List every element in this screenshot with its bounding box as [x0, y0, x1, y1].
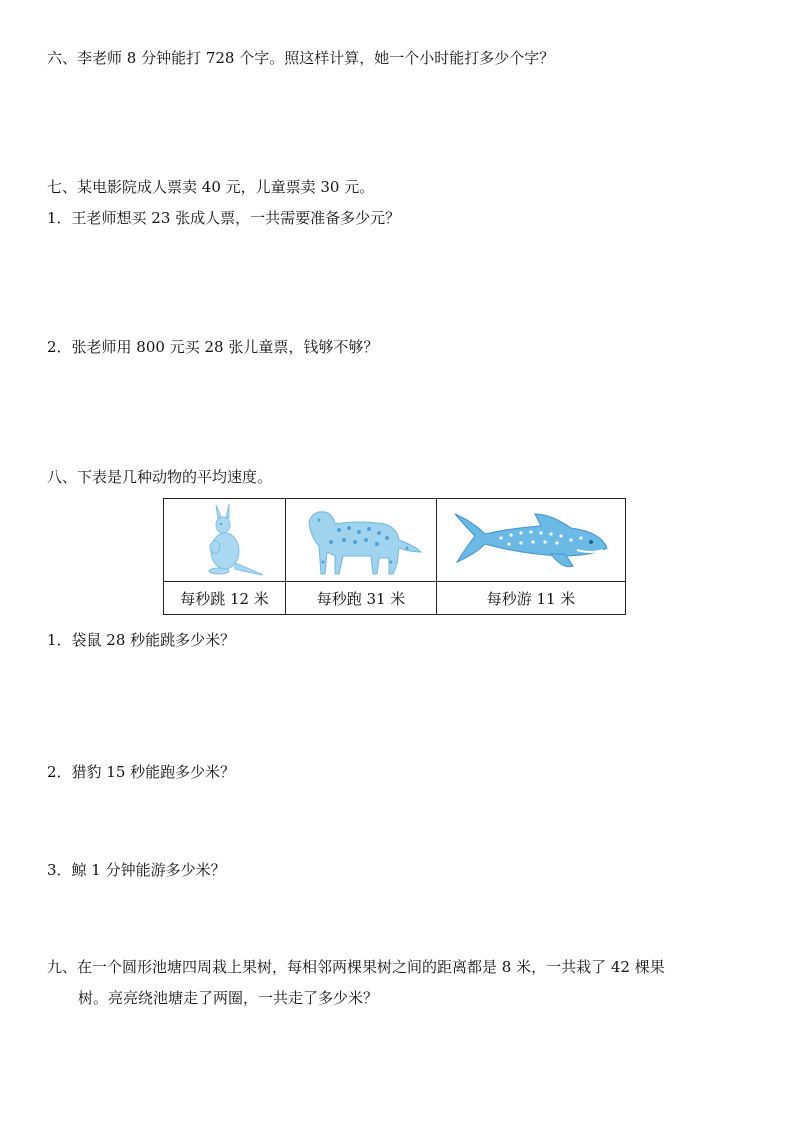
question-8-intro: 八、下表是几种动物的平均速度。: [47, 468, 273, 486]
question-8-sub-2: 2．猎豹 15 秒能跑多少米？: [47, 763, 236, 781]
kangaroo-image: [185, 501, 265, 579]
animal-speed-table: [163, 498, 626, 615]
kangaroo-speed: 每秒跳 12 米: [164, 582, 286, 615]
question-7-intro: 七、某电影院成人票卖 40 元，儿童票卖 30 元。: [47, 178, 375, 196]
leopard-cell: [286, 499, 437, 582]
question-9-line-2: 树。亮亮绕池塘走了两圈，一共走了多少米？: [78, 989, 379, 1007]
question-8-sub-3: 3．鲸 1 分钟能游多少米？: [47, 861, 226, 879]
question-8-sub-1: 1．袋鼠 28 秒能跳多少米？: [47, 631, 236, 649]
kangaroo-cell: [164, 499, 286, 582]
leopard-speed: 每秒跑 31 米: [286, 582, 437, 615]
question-9-line-1: 九、在一个圆形池塘四周栽上果树，每相邻两棵果树之间的距离都是 8 米，一共栽了 42 棵果: [47, 958, 665, 976]
question-6: 六、李老师 8 分钟能打 728 个字。照这样计算，她一个小时能打多少个字？: [47, 49, 555, 67]
question-7-sub-1: 1．王老师想买 23 张成人票，一共需要准备多少元？: [47, 209, 401, 227]
leopard-image: [299, 502, 423, 578]
whale-shark-image: [451, 510, 611, 570]
whale-shark-cell: [437, 499, 626, 582]
question-7-sub-2: 2．张老师用 800 元买 28 张儿童票，钱够不够？: [47, 338, 379, 356]
whale-shark-speed: 每秒游 11 米: [437, 582, 626, 615]
